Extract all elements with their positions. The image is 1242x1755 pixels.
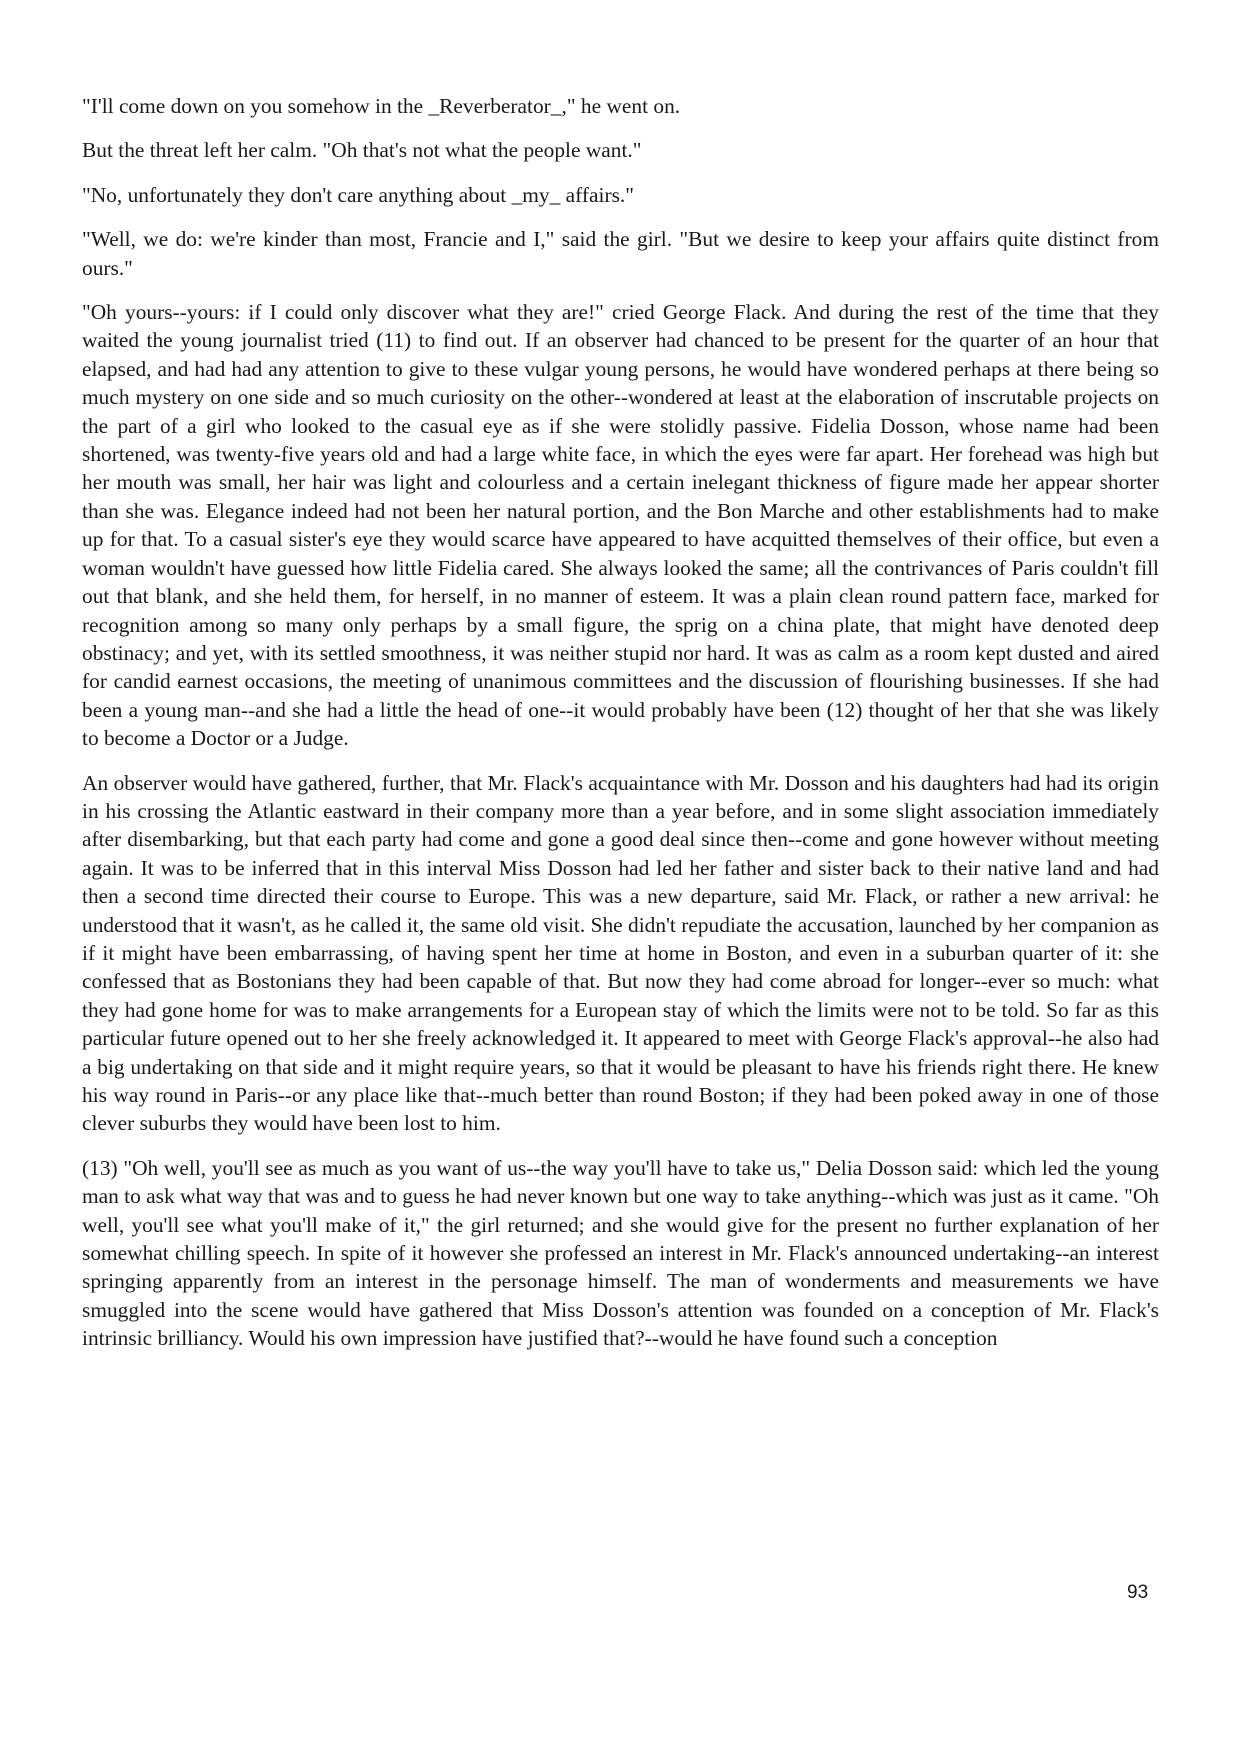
paragraph-5: "Oh yours--yours: if I could only discover what they are!" cried George Flack. And during the rest of the time that they waited the young journalist tried (11) to find out. If an observer had chanced to be present for the quarter of an hour that elapsed, and had had any attention to give to these vulgar young persons, he would have wondered perhaps at there being so much mystery on one side and so much curiosity on the other--wondered at least at the elaboration of inscrutable projects on the part of a girl who looked to the casual eye as if she were stolidly passive. Fidelia Dosson, whose name had been shortened, was twenty-five years old and had a large white face, in which the eyes were far apart. Her forehead was high but her mouth was small, her hair was light and colourless and a certain inelegant thickness of figure made her appear shorter than she was. Elegance indeed had not been her natural portion, and the Bon Marche and other establishments had to make up for that. To a casual sister's eye they would scarce have appeared to have acquitted themselves of their office, but even a woman wouldn't have guessed how little Fidelia cared. She always looked the same; all the contrivances of Paris couldn't fill out that blank, and she held them, for herself, in no manner of esteem. It was a plain clean round pattern face, marked for recognition among so many only perhaps by a small figure, the sprig on a china plate, that might have denoted deep obstinacy; and yet, with its settled smoothness, it was neither stupid nor hard. It was as calm as a room kept dusted and aired for candid earnest occasions, the meeting of unanimous committees and the discussion of flourishing businesses. If she had been a young man--and she had a little the head of one--it would probably have been (12) thought of her that she was likely to become a Doctor or a Judge. (82, 300, 1159, 751)
paragraph-1: "I'll come down on you somehow in the _Reverberator_," he went on. (82, 94, 681, 118)
paragraph-4: "Well, we do: we're kinder than most, Francie and I," said the girl. "But we desire to keep your affairs quite distinct from ours." (82, 227, 1159, 280)
paragraph-2: But the threat left her calm. "Oh that's not what the people want." (82, 138, 642, 163)
paragraph-3: "No, unfortunately they don't care anything about _my_ affairs." (82, 182, 634, 207)
paragraph-6: An observer would have gathered, further, that Mr. Flack's acquaintance with Mr. Dosson and his daughters had had its origin in his crossing the Atlantic eastward in their company more than a year before, and in some slight association immediately after disembarking, but that each party had come and gone a good deal since then--come and gone however without meeting again. It was to be inferred that in this interval Miss Dosson had led her father and sister back to their native land and had then a second time directed their course to Europe. This was a new departure, said Mr. Flack, or rather a new arrival: he understood that it wasn't, as he called it, the same old visit. She didn't repudiate the accusation, launched by her companion as if it might have been embarrassing, of having spent her time at home in Boston, and even in a suburban quarter of it: she confessed that as Bostonians they had been capable of that. But now they had come abroad for longer--ever so much: what they had gone home for was to make arrangements for a European stay of which the limits were not to be told. So far as this particular future opened out to her she freely acknowledged it. It appeared to meet with George Flack's approval--he also had a big undertaking on that side and it might require years, so that it would be pleasant to have his friends right there. He knew his way round in Paris--or any place like that--much better than round Boston; if they had been poked away in one of those clever suburbs they would have been lost to him. (82, 770, 1159, 1136)
paragraph-7: (13) "Oh well, you'll see as much as you want of us--the way you'll have to take us," Delia Dosson said: which led the young man to ask what way that was and to guess he had never known but one way to take anything--which was just as it came. "Oh well, you'll see what you'll make of it," the girl returned; and she would give for the present no further explanation of her somewhat chilling speech. In spite of it however she professed an interest in Mr. Flack's announced undertaking--an interest springing apparently from an interest in the personage himself. The man of wonderments and measurements we have smuggled into the scene would have gathered that Miss Dosson's attention was founded on a conception of Mr. Flack's intrinsic brilliancy. Would his own impression have justified that?--would he have found such a conception (82, 1155, 1159, 1351)
page-number: 93 (1127, 1582, 1149, 1603)
body-text (82, 92, 1159, 1369)
